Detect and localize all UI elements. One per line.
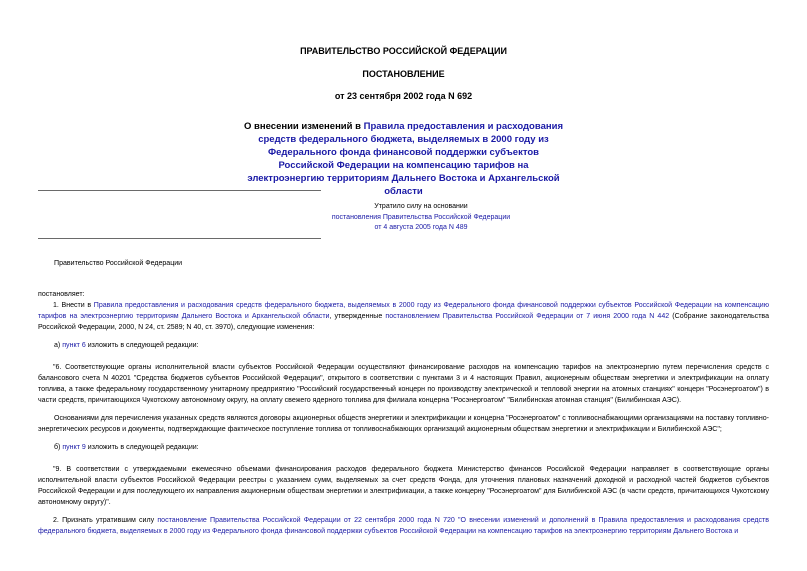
item-b (54, 442, 199, 453)
status-note-link-2[interactable]: от 4 августа 2005 года N 489 (374, 224, 468, 231)
item-1-suffix: (Собрание законодательства Российской Федерации, 2000, N 24, ст. 2589; N 40, ст. 3970), следующие изменения: (38, 313, 770, 331)
item-1-mid: , утвержденные (329, 313, 386, 320)
quote-9: "9. В соответствии с утверждаемыми ежемесячно объемами финансирования расходов федерального бюджета Министерство финансов Российской Федерации направляет в соответствующие органы исполнительной власти субъектов Российской Федерации реестры с указанием сумм, выделяемых за счет средств Фонда, для уточнения плановых назначений доходной и расходной частей бюджетов субъектов Российской Федерации и для последующего их направления акционерным обществам энергетики и электрификации, а также концерну "Росэнергоатом" для Билибинской АЭС (в части средств, причитающихся Чукотскому автономному округу)". (38, 466, 769, 506)
item-1-prefix: 1. Внести в (53, 302, 94, 309)
title-link[interactable]: Правила предоставления и расходования средств федерального бюджета, выделяемых в 2000 году из Федерального фонда финансовой поддержки субъектов Российской Федерации на компенсацию тарифов на электроэнергию территориям Дальнего Востока и Архангельской области (247, 121, 563, 197)
quote-6-paragraph-2: Основаниями для перечисления указанных средств являются договоры акционерных обществ энергетики и электрификации и концерна "Росэнергоатом" с топливоснабжающими организациями на поставку топливно-энергетических ресурсов и документы, подтверждающие фактическое поступление топлива от топливоснабжающих организаций акционерным обществам энергетики и электрификации и Билибинской АЭС"; (38, 415, 769, 433)
item-a-prefix: а) (54, 342, 63, 349)
status-note-link-1[interactable]: постановления Правительства Российской Федерации (331, 213, 511, 221)
header-date: от 23 сентября 2002 года N 692 (334, 91, 473, 101)
header-doc-type: ПОСТАНОВЛЕНИЕ (362, 69, 445, 79)
item-1-link-decree[interactable]: постановлением Правительства Российской Федерации от 7 июня 2000 года N 442 (385, 313, 670, 320)
divider-bottom (38, 238, 321, 239)
document-title (241, 120, 566, 198)
item-a-suffix: изложить в следующей редакции: (85, 342, 199, 349)
issuer-text: Правительство Российской Федерации (54, 260, 183, 267)
decrees-text: постановляет: (38, 291, 85, 298)
item-b-link[interactable]: пункт 9 (62, 444, 86, 451)
item-2-link[interactable]: постановление Правительства Российской Федерации от 22 сентября 2000 года N 720 "О внесении изменений и дополнений в Правила предоставления и расходования средств федерального бюджета, выделяемых в 2000 году из Федерального фонда финансовой поддержки субъектов Российской Федерации на компенсацию тарифов на электроэнергию территориям Дальнего Востока и (38, 517, 769, 535)
item-a-link[interactable]: пункт 6 (62, 342, 86, 349)
divider-top (38, 190, 321, 191)
item-a (54, 340, 199, 351)
item-2-prefix: 2. Признать утратившим силу (53, 517, 158, 524)
item-b-prefix: б) (54, 444, 63, 451)
title-lead: О внесении изменений в (244, 121, 364, 132)
item-2 (38, 515, 769, 537)
item-b-suffix: изложить в следующей редакции: (85, 444, 199, 451)
item-1 (38, 300, 769, 333)
item-1-link-rules[interactable]: Правила предоставления и расходования средств федерального бюджета, выделяемых в 2000 году из Федерального фонда финансовой поддержки субъектов Российской Федерации на компенсацию тарифов на электроэнергию территориям Дальнего Востока и Архангельской области (38, 302, 769, 320)
quote-6-paragraph-1: "6. Соответствующие органы исполнительной власти субъектов Российской Федерации осуществляют финансирование расходов на компенсацию тарифов на электроэнергию путем перечисления средств с балансового счета N 40201 "Средства бюджетов субъектов Российской Федерации", открытого в соответствии с пунктами 3 и 4 настоящих Правил, акционерным обществам энергетики и электрификации на оплату топлива, а также федеральному государственному унитарному предприятию "Российский государственный концерн по производству электрической и тепловой энергии на атомных станциях" концерн "Росэнергоатом") в части средств, причитающихся Чукотскому автономному округу, на оплату свежего ядерного топлива для филиала концерна "Росэнергоатом" "Билибинская атомная станция" (Билибинская АЭС). (38, 364, 769, 404)
status-note-text: Утратило силу на основании (374, 203, 468, 210)
header-org: ПРАВИТЕЛЬСТВО РОССИЙСКОЙ ФЕДЕРАЦИИ (300, 46, 507, 56)
status-note (221, 202, 621, 234)
